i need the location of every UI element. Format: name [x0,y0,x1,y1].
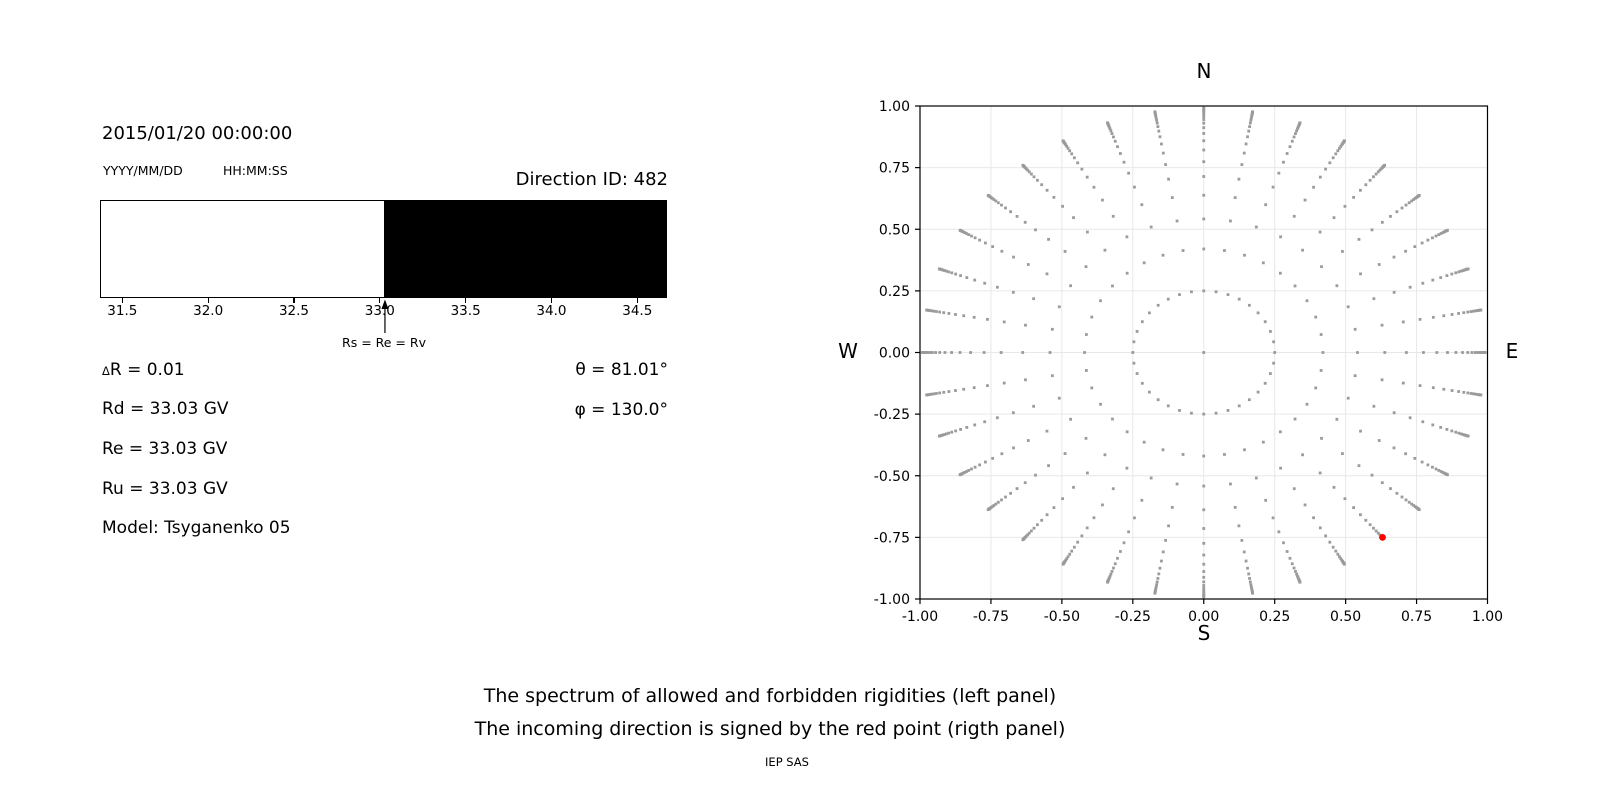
x-tick-label: 0.25 [1259,609,1291,625]
compass-label-north: N [1196,59,1212,83]
delta-symbol: Δ [102,364,110,378]
rd-text: Rd = 33.03 GV [102,399,229,419]
caption-line-2: The incoming direction is signed by the red point (rigth panel) [474,718,1066,740]
compass-label-east: E [1505,339,1519,363]
datetime-text: 2015/01/20 00:00:00 [102,123,293,144]
cutoff-annotation-label: Rs = Re = Rv [342,335,426,350]
phi-text: φ = 130.0° [574,400,668,420]
direction-id-text: Direction ID: 482 [515,169,668,190]
spectrum-x-tick-label: 33.0 [364,303,395,319]
rigidity-spectrum-bar [100,200,667,298]
y-tick-label: 0.25 [878,283,910,300]
time-format-label: HH:MM:SS [223,163,288,178]
spectrum-x-tick-label: 34.0 [536,303,567,319]
center-dot [1202,351,1205,354]
x-tick-label: -1.00 [901,609,939,625]
y-tick-label: 0.75 [878,160,910,177]
y-ticks [874,99,920,608]
delta-r-text [102,361,185,380]
y-tick-label: -0.50 [873,468,910,485]
y-tick-label: 1.00 [878,99,910,115]
y-tick-label: 0.00 [878,345,910,362]
spectrum-x-tick-label: 34.5 [622,303,653,319]
model-text: Model: Tsyganenko 05 [102,518,291,538]
delta-value: R = 0.01 [109,360,185,380]
y-tick-label: -1.00 [873,592,910,608]
compass-label-west: W [838,339,858,363]
x-tick-label: 0.00 [1188,609,1220,625]
date-format-label: YYYY/MM/DD [103,163,183,178]
x-tick-label: 1.00 [1471,609,1504,625]
spectrum-x-tick-label: 32.0 [193,303,224,319]
ru-text: Ru = 33.03 GV [102,479,228,499]
theta-text: θ = 81.01° [575,360,668,380]
y-tick-label: 0.50 [878,222,910,239]
x-tick-label: 0.75 [1400,609,1433,625]
spectrum-x-tick-label: 32.5 [278,303,309,319]
allowed-region [101,201,384,297]
compass-label-south: S [1197,621,1211,645]
spectrum-x-tick-label: 31.5 [107,303,138,319]
caption-line-1: The spectrum of allowed and forbidden rigidities (left panel) [483,685,1057,707]
x-tick-label: -0.25 [1114,609,1151,625]
x-tick-label: -0.75 [972,609,1010,625]
y-tick-label: -0.25 [873,407,910,424]
y-tick-label: -0.75 [873,530,910,547]
x-tick-label: -0.50 [1043,609,1080,625]
red-direction-point [1379,534,1386,541]
forbidden-region [384,201,666,297]
re-text: Re = 33.03 GV [102,439,228,459]
credit-text: IEP SAS [765,755,809,769]
spectrum-x-tick-label: 33.5 [450,303,481,319]
x-tick-label: 0.50 [1330,609,1362,625]
